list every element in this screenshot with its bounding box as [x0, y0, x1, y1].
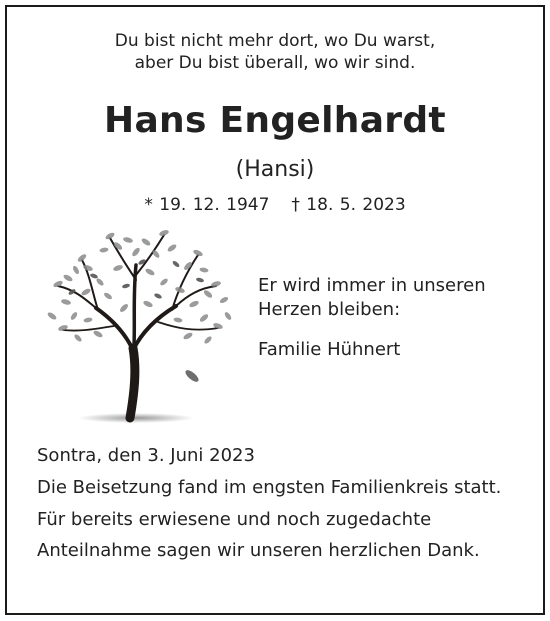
- deceased-name: Hans Engelhardt: [104, 100, 446, 141]
- deceased-nickname: (Hansi): [235, 157, 315, 182]
- family-signature: Familie Hühnert: [258, 339, 401, 360]
- motto-line-2: aber Du bist überall, wo wir sind.: [134, 53, 416, 73]
- notice-line-3: Anteilnahme sagen wir unseren herzlichen Dank.: [37, 540, 480, 561]
- message-line-1: Er wird immer in unseren: [258, 275, 486, 296]
- place-date: Sontra, den 3. Juni 2023: [37, 445, 255, 466]
- tree-icon: [38, 220, 238, 430]
- death-date: † 18. 5. 2023: [291, 195, 406, 215]
- birth-date: * 19. 12. 1947: [144, 195, 270, 215]
- life-dates: [0, 195, 550, 215]
- notice-line-2: Für bereits erwiesene und noch zugedachte: [37, 509, 432, 530]
- motto-line-1: Du bist nicht mehr dort, wo Du warst,: [114, 31, 436, 51]
- message-line-2: Herzen bleiben:: [258, 299, 401, 320]
- notice-line-1: Die Beisetzung fand im engsten Familienkreis statt.: [37, 477, 502, 498]
